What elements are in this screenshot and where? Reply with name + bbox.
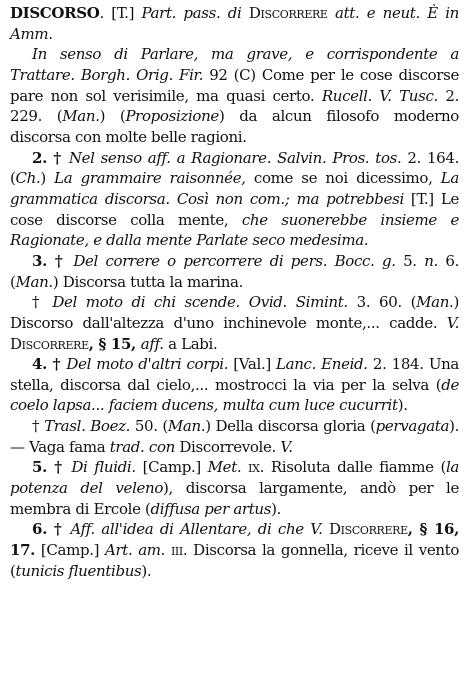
entry-sense-paragraph [10,457,459,519]
sense-number: 4. † [32,355,67,374]
text-segment: [Val.] [228,355,277,374]
italic-segment: Man. [15,272,53,291]
text-segment [327,252,334,270]
italic-segment: di [220,4,249,22]
italic-segment: Del moto di chi scende. [52,293,240,312]
sense-number: , § 15, [88,334,141,353]
entry-headword-paragraph [10,3,459,44]
italic-segment: Proposizione [125,107,219,126]
text-segment: ) Discorso dall'altezza d'uno inchinevole monte,... cadde. [10,293,459,332]
text-segment: ). [397,396,408,415]
text-segment: 2. 229. ( [10,86,460,126]
text-segment: ). [271,499,281,518]
entry-sense-paragraph [10,519,459,581]
italic-segment: La grammaire raisonnée, [54,169,246,188]
italic-segment: n. [424,251,438,270]
italic-segment: trad. con [109,437,175,456]
italic-segment: Ovid. Simint. [248,293,348,312]
italic-segment: pervagata [375,417,450,436]
sense-number: , § 16, 17. [10,520,459,560]
text-segment: 5. [395,251,425,270]
sense-number: 5. † [32,458,72,477]
italic-segment: diffusa per artus [150,499,272,518]
text-segment: ) da alcun filosofo moderno discorsa con molte belle ragioni. [10,107,459,146]
text-segment: Discorsa la gonnella, riceve il vento ( [10,541,460,580]
italic-segment: Trasl. [44,417,86,436]
smallcaps-reference: Discorrere [10,334,89,353]
text-segment: ) ( [99,107,126,126]
italic-segment: È in [419,4,459,22]
italic-segment: Boez. [90,417,131,436]
italic-segment: la potenza del veleno [10,458,460,498]
italic-segment: tunicis fluentibus [15,561,142,580]
italic-segment: aff. [140,334,164,353]
smallcaps-reference: Discorrere [248,4,328,22]
italic-segment: Man. [62,107,100,126]
entry-sense-paragraph [10,292,459,354]
entry-sense-paragraph [10,148,459,251]
sense-number: 6. † [32,520,71,539]
text-segment: 50. ( [130,417,168,436]
text-segment: ) Della discorsa gloria ( [205,417,376,436]
italic-segment: Rucell. V. Tusc. [321,86,438,105]
text-segment: ). [141,561,152,580]
smallcaps-reference: iii. [170,541,188,560]
italic-segment: V. [446,313,459,332]
text-segment: . [T.] [99,4,142,22]
italic-segment: de coelo lapsa... faciem ducens, multa cum luce cucurrit [10,375,459,415]
text-segment: ) Discorsa tutta la marina. [52,272,244,291]
text-segment: 3. 60. ( [347,293,417,312]
italic-segment: Man. [167,417,206,436]
text-segment: † [32,293,53,312]
text-segment: [Camp.] [35,541,105,560]
text-segment: [Camp.] [135,458,208,477]
italic-segment: che suonerebbe insieme e Ragionate, e dalla mente Parlate seco medesima. [10,210,459,250]
italic-segment: Lanc. Eneid. [276,355,368,374]
italic-segment: Del correre o percorrere di pers. [73,251,328,270]
italic-segment: Di fluidi. [71,458,136,477]
text-segment: 2. 164. ( [10,148,459,188]
italic-segment: Del moto d'altri corpi. [66,355,229,374]
italic-segment: Man. [416,293,454,312]
text-segment: ) [40,169,55,188]
text-segment [240,293,249,311]
text-segment: Discorrevole. [174,437,281,456]
italic-segment: La grammatica discorsa. Così non com.; ma potrebbesi [10,169,460,208]
italic-segment: Art. am. [104,541,166,560]
text-segment: ), discorsa largamente, andò per le membra di Ercole ( [10,479,459,518]
headword: DISCORSO [10,4,100,22]
italic-segment: V. [280,437,293,456]
entry-sense-paragraph [10,44,459,147]
italic-segment: Borgh. Orig. Fir. [80,65,204,84]
italic-segment: Met. [207,458,242,477]
italic-segment: In senso di Parlare, ma grave, e corrispondente a Trattare. [10,45,459,84]
sense-number: 2. † [32,148,69,167]
text-segment: 2. 184. Una stella, discorsa dal cielo,... mostrocci la via per la selva ( [10,355,460,394]
text-segment: † [32,417,45,436]
italic-segment: Nel senso aff. a Ragionare. [68,148,272,167]
text-segment: [T.] Le cose discorse colla mente, [10,189,459,229]
italic-segment: Amm. [10,24,53,43]
italic-segment: e neut. [359,4,420,22]
sense-number: 3. † [32,251,74,270]
italic-segment: Bocc. g. [334,251,396,270]
dictionary-entry-discorso [10,3,459,581]
text-segment: ). — Vaga fama [10,417,459,456]
text-segment: 92 (C) Come per le cose discorse pare non sol verisimile, ma quasi certo. [10,65,460,105]
smallcaps-reference: Discorrere [329,520,408,539]
text-segment: come se noi dicessimo, [245,169,441,188]
italic-segment: Part. pass. [141,4,221,22]
entry-sense-paragraph [10,251,459,292]
italic-segment: Aff. all'idea di Allentare, di che V. [70,520,323,539]
text-segment: Risoluta dalle fiamme ( [264,458,446,477]
smallcaps-reference: ix. [248,458,265,477]
entry-sense-paragraph [10,416,459,457]
italic-segment: Salvin. Pros. tos. [277,148,402,167]
text-segment: 6. ( [10,251,459,291]
text-segment: a Labi. [163,334,218,353]
italic-segment: att. [327,4,360,22]
italic-segment: Ch. [15,169,41,188]
entry-sense-paragraph [10,354,459,416]
